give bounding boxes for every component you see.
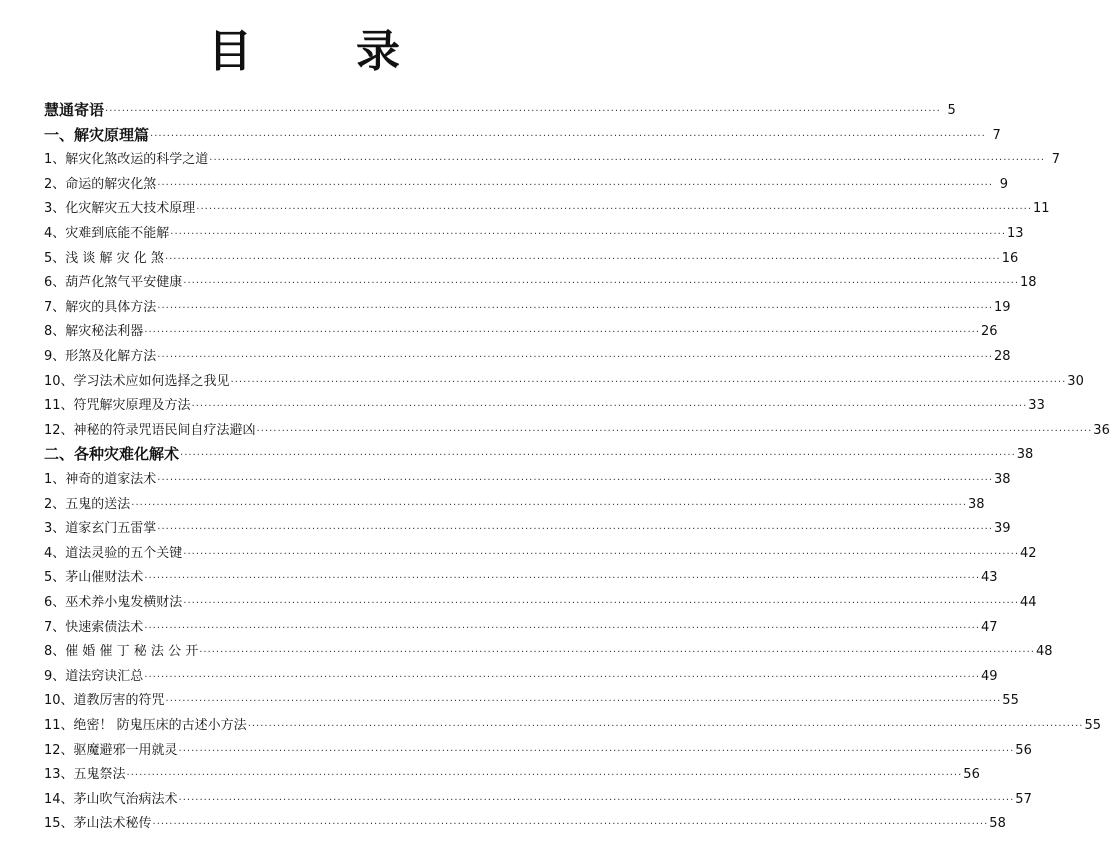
toc-leader-dots: ········································································································································································································ xyxy=(165,696,1002,708)
toc-leader-dots: ········································································································································································································ xyxy=(209,155,1046,167)
toc-page-number: 38 xyxy=(968,496,985,512)
toc-leader-dots: ········································································································································································································ xyxy=(131,499,968,511)
toc-section-heading xyxy=(44,95,956,119)
toc-entry xyxy=(44,562,998,586)
toc-entry-title: 15、茅山法术秘传 xyxy=(44,816,152,832)
toc-entry xyxy=(44,169,1009,193)
toc-page-number: 55 xyxy=(1002,693,1019,709)
toc-leader-dots: ········································································································································································································ xyxy=(191,401,1028,413)
toc-entry-title: 7、解灾的具体方法 xyxy=(44,299,157,315)
toc-page-number: 33 xyxy=(1028,398,1045,414)
toc-page-number: 18 xyxy=(1020,275,1037,291)
toc-leader-dots: ········································································································································································································ xyxy=(196,204,1033,216)
toc-entry-title: 5、浅 谈 解 灾 化 煞 xyxy=(44,250,164,266)
toc-entry-title: 1、解灾化煞改运的科学之道 xyxy=(44,152,209,168)
toc-page-number: 36 xyxy=(1093,422,1110,438)
toc-leader-dots: ········································································································································································································ xyxy=(256,425,1093,437)
toc-page-number: 48 xyxy=(1035,644,1053,660)
toc-leader-dots: ········································································································································································································ xyxy=(178,745,1015,757)
toc-page-number: 49 xyxy=(981,668,998,684)
toc-page-number: 55 xyxy=(1084,718,1101,733)
toc-leader-dots: ········································································································································································································ xyxy=(157,179,994,191)
toc-leader-dots: ········································································································································································································ xyxy=(183,548,1020,560)
toc-entry xyxy=(44,489,985,513)
toc-section-heading xyxy=(44,120,1001,144)
toc-page-number: 56 xyxy=(963,767,980,783)
toc-entry xyxy=(44,415,1110,439)
toc-page-number: 19 xyxy=(994,299,1011,315)
toc-page-number: 47 xyxy=(981,619,998,635)
toc-entry-title: 7、快速索债法术 xyxy=(44,619,144,635)
toc-entry-title: 9、形煞及化解方法 xyxy=(44,349,157,364)
toc-leader-dots: ········································································································································································································ xyxy=(199,647,1035,659)
toc-entry xyxy=(44,390,1045,414)
toc-page-number: 42 xyxy=(1020,545,1037,561)
toc-page-number: 56 xyxy=(1015,742,1032,758)
toc-page-number: 39 xyxy=(994,521,1011,537)
toc-entry xyxy=(44,513,1011,537)
toc-entry xyxy=(44,784,1032,808)
toc-entry xyxy=(44,464,1011,488)
toc-entry-title: 14、茅山吹气治病法术 xyxy=(44,791,178,807)
toc-entry-title: 13、五鬼祭法 xyxy=(44,767,126,783)
toc-page-number: 43 xyxy=(981,570,998,586)
toc-entry xyxy=(44,808,1006,832)
toc-page-number: 58 xyxy=(989,816,1006,832)
toc-entry-title: 12、神秘的符录咒语民间自疗法避凶 xyxy=(44,422,256,438)
toc-entry xyxy=(44,243,1019,267)
toc-leader-dots: ········································································································································································································ xyxy=(164,253,1001,265)
toc-entry xyxy=(44,587,1037,611)
toc-page-number: 44 xyxy=(1020,595,1037,610)
toc-page-number: 5 xyxy=(947,103,956,118)
toc-entry-title: 2、五鬼的送法 xyxy=(44,496,131,512)
toc-entry-title: 1、神奇的道家法术 xyxy=(44,472,157,487)
title-char-mu: 目 xyxy=(208,26,252,77)
toc-entry xyxy=(44,144,1061,168)
toc-leader-dots: ········································································································································································································ xyxy=(178,794,1015,806)
toc-entry xyxy=(44,218,1024,242)
toc-entry-title: 3、化灾解灾五大技术原理 xyxy=(44,201,196,217)
toc-leader-dots: ········································································································································································································ xyxy=(230,376,1067,388)
toc-entry-title: 11、绝密！ 防鬼压床的古述小方法 xyxy=(44,718,247,733)
toc-leader-dots: ········································································································································································································ xyxy=(126,770,963,782)
toc-entry-title: 一、解灾原理篇 xyxy=(44,125,150,144)
toc-page-number: 28 xyxy=(994,349,1011,364)
toc-page-number: 9 xyxy=(999,176,1009,192)
toc-entry xyxy=(44,538,1037,562)
toc-entry xyxy=(44,267,1037,291)
toc-leader-dots: ········································································································································································································ xyxy=(180,450,1016,462)
toc-leader-dots: ········································································································································································································ xyxy=(157,524,994,536)
toc-page-number: 38 xyxy=(1016,447,1034,463)
toc-entry-title: 9、道法窍诀汇总 xyxy=(44,668,144,684)
toc-entry-title: 10、学习法术应如何选择之我见 xyxy=(44,373,230,389)
toc-entry-title: 8、解灾秘法利器 xyxy=(44,324,144,340)
toc-leader-dots: ········································································································································································································ xyxy=(144,327,981,339)
toc-entry xyxy=(44,341,1011,365)
toc-entry-title: 4、道法灵验的五个关键 xyxy=(44,545,183,561)
toc-entry-title: 6、葫芦化煞气平安健康 xyxy=(44,275,183,291)
toc-leader-dots: ········································································································································································································ xyxy=(144,671,981,683)
toc-entry-title: 12、驱魔避邪一用就灵 xyxy=(44,742,178,758)
toc-entry xyxy=(44,316,998,340)
toc-leader-dots: ········································································································································································································ xyxy=(157,475,994,486)
toc-leader-dots: ········································································································································································································ xyxy=(144,573,981,585)
toc-entry-title: 3、道家玄门五雷掌 xyxy=(44,521,157,537)
toc-leader-dots: ········································································································································································································ xyxy=(247,721,1084,732)
toc-section-heading xyxy=(44,439,1034,464)
toc-entry xyxy=(44,612,998,636)
title-char-lu: 录 xyxy=(356,26,400,77)
toc-entry-title: 5、茅山催财法术 xyxy=(44,570,144,586)
toc-page-number: 16 xyxy=(1001,250,1019,266)
toc-page-number: 11 xyxy=(1033,201,1050,217)
toc-entry xyxy=(44,661,998,685)
toc-leader-dots: ········································································································································································································ xyxy=(152,819,989,831)
toc-page-number: 26 xyxy=(981,324,998,340)
toc-leader-dots: ········································································································································································································ xyxy=(150,130,986,142)
toc-leader-dots: ········································································································································································································ xyxy=(105,106,941,117)
toc-page-number: 57 xyxy=(1015,791,1032,807)
toc-entry xyxy=(44,193,1050,217)
toc-leader-dots: ········································································································································································································ xyxy=(170,229,1007,240)
toc-entry xyxy=(44,292,1011,316)
toc-entry xyxy=(44,685,1019,709)
toc-entry-title: 2、命运的解灾化煞 xyxy=(44,176,157,192)
toc-page-number: 7 xyxy=(1051,152,1061,168)
toc-entry-title: 6、巫术养小鬼发横财法 xyxy=(44,595,183,610)
toc-entry xyxy=(44,759,980,783)
toc-entry-title: 二、各种灾难化解术 xyxy=(44,445,180,464)
toc-entry xyxy=(44,735,1032,759)
toc-entry-title: 8、催 婚 催 丁 秘 法 公 开 xyxy=(44,644,199,660)
toc-page-number: 38 xyxy=(994,472,1011,487)
toc-leader-dots: ········································································································································································································ xyxy=(157,302,994,314)
toc-leader-dots: ········································································································································································································ xyxy=(183,278,1020,290)
toc-entry-title: 4、灾难到底能不能解 xyxy=(44,226,170,241)
page-title xyxy=(0,22,564,82)
toc-page-number: 30 xyxy=(1067,373,1084,389)
toc-entry-title: 11、符咒解灾原理及方法 xyxy=(44,398,191,414)
toc-leader-dots: ········································································································································································································ xyxy=(157,352,994,363)
toc-page-number: 7 xyxy=(992,127,1001,143)
toc-entry xyxy=(44,710,1101,734)
toc-leader-dots: ········································································································································································································ xyxy=(144,622,981,634)
toc-leader-dots: ········································································································································································································ xyxy=(183,598,1020,609)
toc-entry xyxy=(44,636,1053,660)
toc-entry-title: 慧通寄语 xyxy=(44,101,105,119)
toc-entry-title: 10、道教厉害的符咒 xyxy=(44,693,165,709)
toc-entry xyxy=(44,366,1084,390)
toc-page-number: 13 xyxy=(1007,226,1024,241)
